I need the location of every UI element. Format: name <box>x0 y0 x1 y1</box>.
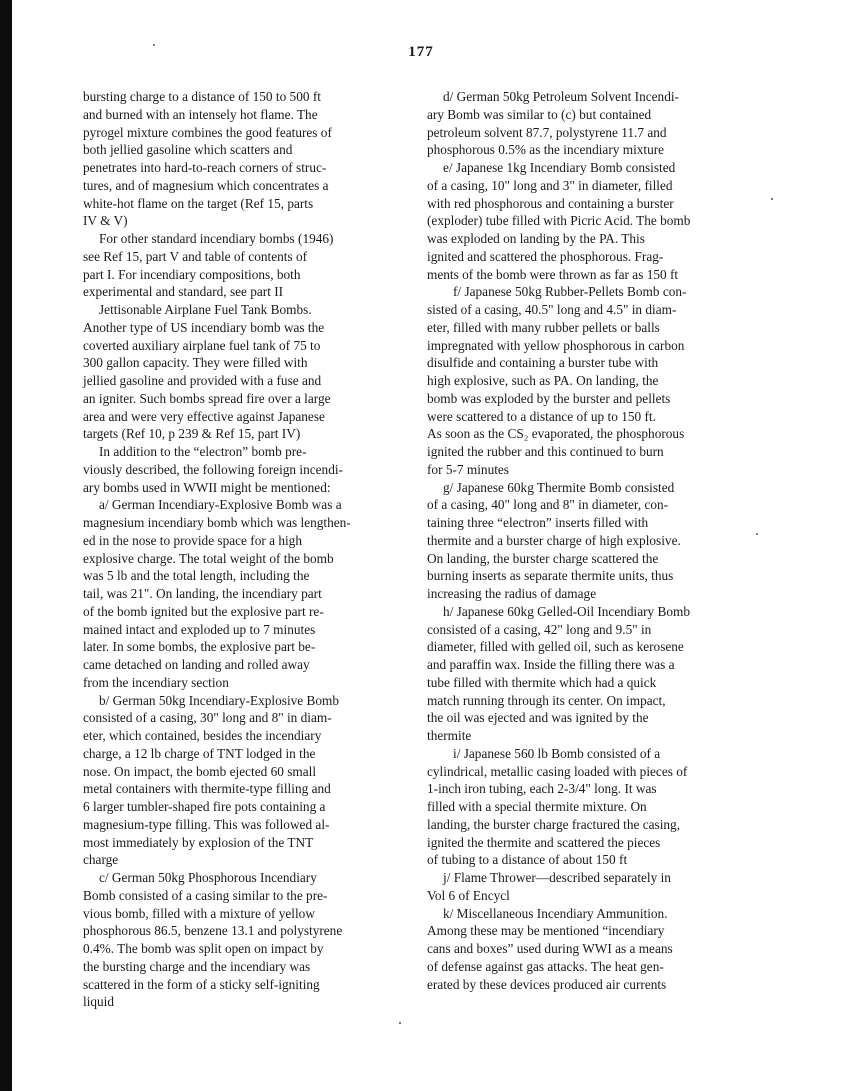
text-line: jellied gasoline and provided with a fuse and <box>83 373 322 388</box>
text-line: consisted of a casing, 30" long and 8" in diam- <box>83 710 332 726</box>
text-line: ed in the nose to provide space for a high <box>83 532 302 548</box>
text-line: (exploder) tube filled with Picric Acid. The bomb <box>427 213 691 229</box>
text-line: eter, which contained, besides the incendiary <box>83 728 322 743</box>
text-line: consisted of a casing, 42" long and 9.5" in <box>427 621 652 637</box>
scan-speck <box>756 533 758 535</box>
text-line: eter, filled with many rubber pellets or balls <box>427 319 660 335</box>
text-line: penetrates into hard-to-reach corners of struc- <box>83 160 327 175</box>
text-line: ments of the bomb were thrown as far as 150 ft <box>427 266 679 282</box>
text-line: tures, and of magnesium which concentrates a <box>83 177 329 193</box>
text-line: cylindrical, metallic casing loaded with pieces of <box>427 763 688 779</box>
text-line: was 5 lb and the total length, including the <box>83 568 310 584</box>
text-line: for 5-7 minutes <box>427 461 509 477</box>
text-line: Bomb consisted of a casing similar to the pre- <box>83 887 328 903</box>
text-line: h/ Japanese 60kg Gelled-Oil Incendiary Bomb <box>443 603 691 619</box>
text-line: vious bomb, filled with a mixture of yellow <box>83 905 315 921</box>
text-line: For other standard incendiary bombs (1946) <box>99 231 334 246</box>
text-line: c/ German 50kg Phosphorous Incendiary <box>99 870 317 885</box>
text-line: the oil was ejected and was ignited by the <box>427 710 649 726</box>
text-line: magnesium incendiary bomb which was lengthen- <box>83 515 351 530</box>
page-number: 177 <box>408 44 434 60</box>
text-line: the bursting charge and the incendiary was <box>83 958 311 974</box>
text-line: 1-inch iron tubing, each 2-3/4" long. It was <box>427 781 657 797</box>
text-line: On landing, the burster charge scattered the <box>427 550 659 566</box>
text-line: ary bombs used in WWII might be mentioned: <box>83 479 331 495</box>
text-line: In addition to the “electron” bomb pre- <box>99 444 307 459</box>
text-line: targets (Ref 10, p 239 & Ref 15, part IV) <box>83 426 301 442</box>
text-line: magnesium-type filling. This was followed al- <box>83 816 330 832</box>
text-line: thermite and a burster charge of high explosive. <box>427 532 681 548</box>
text-line: impregnated with yellow phosphorous in carbon <box>427 337 685 353</box>
text-line: of a casing, 40" long and 8" in diameter, con- <box>427 497 669 513</box>
text-line: f/ Japanese 50kg Rubber-Pellets Bomb con- <box>453 284 687 300</box>
scan-edge-bar <box>0 0 12 1091</box>
text-line: thermite <box>427 728 472 743</box>
text-line: erated by these devices produced air currents <box>427 976 667 992</box>
text-line: later. In some bombs, the explosive part be- <box>83 639 316 655</box>
text-line: As soon as the CS₂ evaporated, the phosphorous <box>427 426 685 442</box>
text-line: e/ Japanese 1kg Incendiary Bomb consisted <box>443 160 676 175</box>
text-line: was exploded on landing by the PA. This <box>427 231 645 246</box>
text-line: pyrogel mixture combines the good features of <box>83 124 332 140</box>
text-line: high explosive, such as PA. On landing, the <box>427 373 659 388</box>
text-line: of a casing, 10" long and 3" in diameter, filled <box>427 177 673 193</box>
scan-speck <box>153 44 155 46</box>
text-line: were scattered to a distance of up to 150 ft. <box>427 408 656 424</box>
text-line: taining three “electron” inserts filled with <box>427 515 649 530</box>
scan-speck <box>771 198 773 200</box>
text-line: disulfide and containing a burster tube with <box>427 355 659 371</box>
text-line: ignited the rubber and this continued to burn <box>427 444 664 459</box>
text-line: j/ Flame Thrower—described separately in <box>443 870 671 885</box>
text-line: i/ Japanese 560 lb Bomb consisted of a <box>453 745 661 761</box>
text-line: ignited the thermite and scattered the pieces <box>427 834 661 850</box>
text-line: coverted auxiliary airplane fuel tank of 75 to <box>83 337 321 353</box>
text-line: white-hot flame on the target (Ref 15, parts <box>83 195 314 211</box>
text-line: diameter, filled with gelled oil, such as kerosene <box>427 639 684 655</box>
text-line: mained intact and exploded up to 7 minutes <box>83 621 316 637</box>
text-line: increasing the radius of damage <box>427 586 597 601</box>
text-line: metal containers with thermite-type filling and <box>83 781 331 797</box>
text-line: landing, the burster charge fractured the casing, <box>427 816 681 832</box>
text-line: scattered in the form of a sticky self-igniting <box>83 976 320 992</box>
text-line: with red phosphorous and containing a burster <box>427 195 674 211</box>
text-line: ary Bomb was similar to (c) but contained <box>427 106 652 122</box>
text-line: 6 larger tumbler-shaped fire pots containing a <box>83 799 326 814</box>
text-line: d/ German 50kg Petroleum Solvent Incendi- <box>443 89 679 104</box>
text-line: k/ Miscellaneous Incendiary Ammunition. <box>443 905 668 921</box>
text-line: from the incendiary section <box>83 674 229 690</box>
text-line: part I. For incendiary compositions, both <box>83 266 301 282</box>
text-line: of defense against gas attacks. The heat gen- <box>427 958 664 974</box>
text-line: charge, a 12 lb charge of TNT lodged in the <box>83 745 316 761</box>
text-line: viously described, the following foreign incendi- <box>83 461 343 477</box>
text-line: ignited and scattered the phosphorous. Frag- <box>427 248 664 264</box>
text-line: Another type of US incendiary bomb was the <box>83 319 325 335</box>
left-column <box>83 88 403 1011</box>
text-line: nose. On impact, the bomb ejected 60 small <box>83 763 317 779</box>
text-line: burning inserts as separate thermite units, thus <box>427 568 674 584</box>
text-line: 300 gallon capacity. They were filled with <box>83 355 308 371</box>
text-line: sisted of a casing, 40.5" long and 4.5" in diam- <box>427 302 677 317</box>
text-line: both jellied gasoline which scatters and <box>83 142 293 158</box>
text-line: phosphorous 0.5% as the incendiary mixture <box>427 142 665 158</box>
text-line: match running through its center. On impact, <box>427 692 666 708</box>
text-line: IV & V) <box>83 213 128 229</box>
text-line: tube filled with thermite which had a quick <box>427 674 657 690</box>
text-line: cans and boxes” used during WWI as a means <box>427 941 673 956</box>
text-line: most immediately by explosion of the TNT <box>83 834 314 850</box>
text-line: tail, was 21". On landing, the incendiary part <box>83 586 322 601</box>
right-column <box>427 88 752 993</box>
text-line: phosphorous 86.5, benzene 13.1 and polystyrene <box>83 923 343 939</box>
text-line: of tubing to a distance of about 150 ft <box>427 852 628 868</box>
text-line: explosive charge. The total weight of the bomb <box>83 550 334 566</box>
text-line: charge <box>83 852 119 868</box>
text-line: came detached on landing and rolled away <box>83 657 310 672</box>
text-line: of the bomb ignited but the explosive part re- <box>83 603 324 619</box>
text-line: liquid <box>83 994 115 1010</box>
text-line: bursting charge to a distance of 150 to 500 ft <box>83 89 321 104</box>
text-line: area and were very effective against Japanese <box>83 408 325 424</box>
text-line: experimental and standard, see part II <box>83 284 284 300</box>
text-line: Vol 6 of Encycl <box>427 887 510 903</box>
text-line: petroleum solvent 87.7, polystyrene 11.7 and <box>427 124 667 140</box>
text-line: 0.4%. The bomb was split open on impact by <box>83 941 324 956</box>
text-line: an igniter. Such bombs spread fire over a large <box>83 390 331 406</box>
text-line: g/ Japanese 60kg Thermite Bomb consisted <box>443 479 675 495</box>
text-line: Among these may be mentioned “incendiary <box>427 923 665 939</box>
text-line: Jettisonable Airplane Fuel Tank Bombs. <box>99 302 312 317</box>
text-line: and paraffin wax. Inside the filling there was a <box>427 657 675 672</box>
text-line: b/ German 50kg Incendiary-Explosive Bomb <box>99 692 340 708</box>
scan-speck <box>399 1022 401 1024</box>
text-line: see Ref 15, part V and table of contents of <box>83 248 308 264</box>
text-line: bomb was exploded by the burster and pellets <box>427 390 671 406</box>
text-line: and burned with an intensely hot flame. The <box>83 106 318 122</box>
text-line: filled with a special thermite mixture. On <box>427 799 647 814</box>
text-line: a/ German Incendiary-Explosive Bomb was a <box>99 497 342 513</box>
